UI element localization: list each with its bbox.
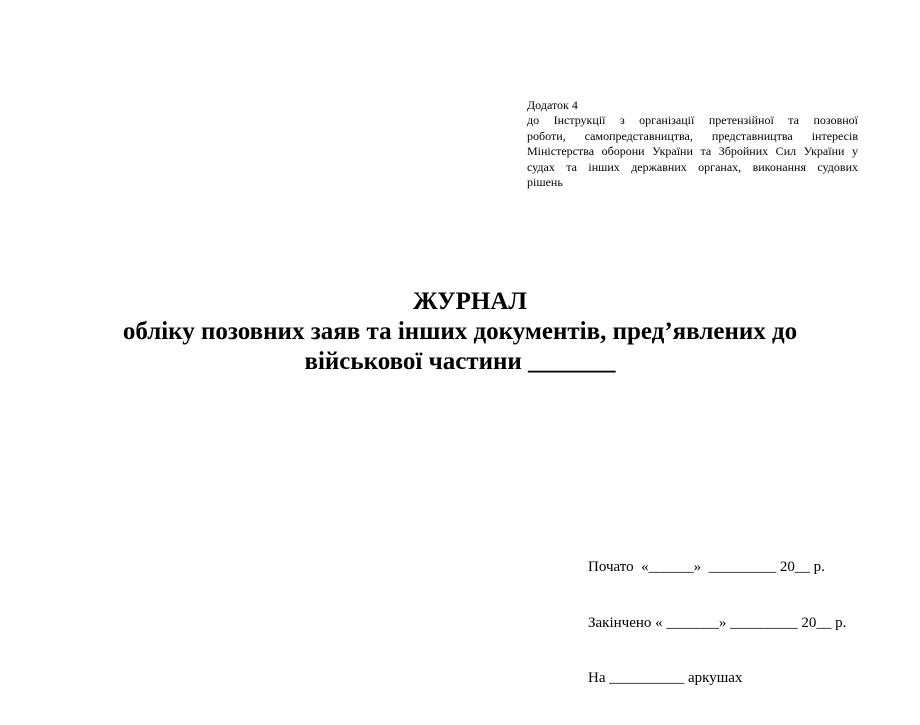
started-date-line: Почато «______» _________ 20__ р. <box>588 559 825 575</box>
journal-subtitle-line2: військової частини _______ <box>304 348 616 375</box>
appendix-note <box>527 98 858 190</box>
appendix-line: судах та інших державних органах, виконання судових <box>527 159 858 174</box>
journal-subtitle-line1: обліку позовних заяв та інших документів, пред’явлених до <box>122 318 798 345</box>
appendix-line: Додаток 4 <box>527 98 578 112</box>
finished-date-line: Закінчено « _______» _________ 20__ р. <box>588 614 847 631</box>
journal-title-block <box>0 287 920 377</box>
appendix-line: роботи, самопредставництва, представництва інтересів <box>527 128 858 143</box>
journal-title: ЖУРНАЛ <box>412 288 528 315</box>
appendix-line: Міністерства оборони України та Збройних Сил України у <box>527 144 858 159</box>
appendix-line: рішень <box>527 175 563 190</box>
journal-dates-block <box>588 521 846 725</box>
appendix-line: до Інструкції з організації претензійної та позовної <box>527 113 858 128</box>
sheet-count-line: На __________ аркушах <box>588 670 743 686</box>
